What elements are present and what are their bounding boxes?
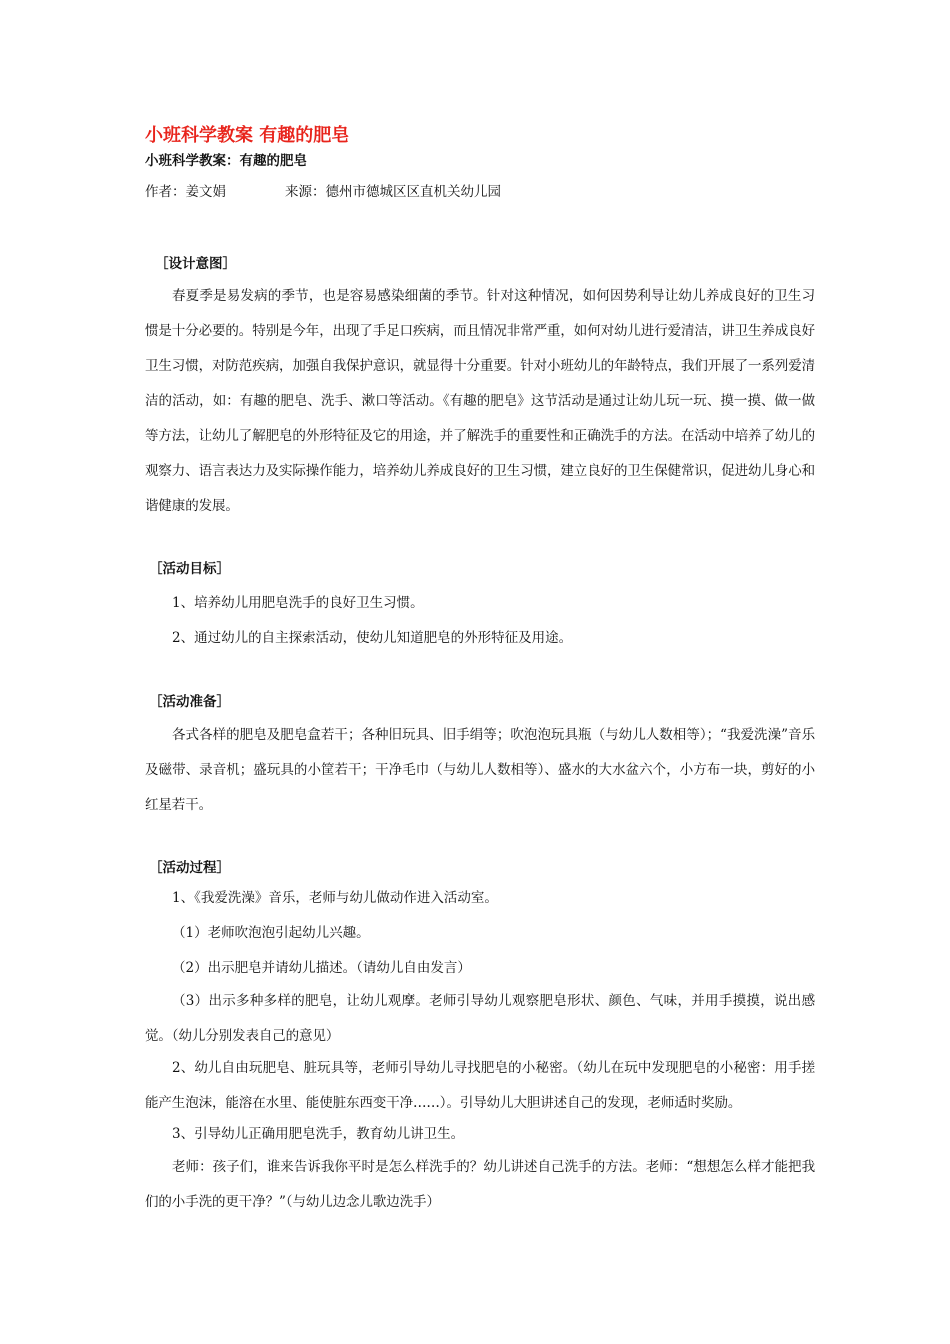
dialog-paragraph: 老师：孩子们，谁来告诉我你平时是怎么样洗手的？幼儿讲述自己洗手的方法。老师：“想想怎么样才能把我们的小手洗的更干净？”（与幼儿边念儿歌边洗手）: [145, 1159, 815, 1210]
design-heading: ［设计意图］: [155, 256, 236, 272]
process-step: 3、引导幼儿正确用肥皂洗手，教育幼儿讲卫生。: [172, 1126, 465, 1142]
prep-heading: ［活动准备］: [149, 694, 230, 710]
goal-item: 1、培养幼儿用肥皂洗手的良好卫生习惯。: [172, 595, 424, 611]
author: 作者：姜文娟: [145, 184, 226, 200]
goals-heading: ［活动目标］: [149, 561, 230, 577]
process-substep: （3）出示多种多样的肥皂，让幼儿观摩。老师引导幼儿观察肥皂形状、颜色、气味，并用手摸摸，说出感觉。（幼儿分别发表自己的意见）: [145, 993, 815, 1044]
document-subtitle: 小班科学教案：有趣的肥皂: [145, 153, 307, 169]
process-step: 2、幼儿自由玩肥皂、脏玩具等，老师引导幼儿寻找肥皂的小秘密。（幼儿在玩中发现肥皂的小秘密：用手搓能产生泡沫，能溶在水里、能使脏东西变干净……）。引导幼儿大胆讲述自己的发现，老师适时奖励。: [145, 1060, 815, 1111]
process-heading: ［活动过程］: [149, 860, 230, 876]
prep-paragraph: 各式各样的肥皂及肥皂盒若干；各种旧玩具、旧手绢等；吹泡泡玩具瓶（与幼儿人数相等）；“我爱洗澡”音乐及磁带、录音机；盛玩具的小筐若干；干净毛巾（与幼儿人数相等）、盛水的大水盆六个，小方布一块，剪好的小红星若干。: [145, 727, 815, 813]
process-substep: （1）老师吹泡泡引起幼儿兴趣。: [172, 925, 370, 941]
byline: [145, 182, 815, 202]
design-paragraph: 春夏季是易发病的季节，也是容易感染细菌的季节。针对这种情况，如何因势利导让幼儿养成良好的卫生习惯是十分必要的。特别是今年，出现了手足口疾病，而且情况非常严重，如何对幼儿进行爱清洁，讲卫生养成良好卫生习惯，对防范疾病，加强自我保护意识，就显得十分重要。针对小班幼儿的年龄特点，我们开展了一系列爱清洁的活动，如：有趣的肥皂、洗手、漱口等活动。《有趣的肥皂》这节活动是通过让幼儿玩一玩、摸一摸、做一做等方法，让幼儿了解肥皂的外形特征及它的用途，并了解洗手的重要性和正确洗手的方法。在活动中培养了幼儿的观察力、语言表达力及实际操作能力，培养幼儿养成良好的卫生习惯，建立良好的卫生保健常识，促进幼儿身心和谐健康的发展。: [145, 288, 815, 514]
process-substep: （2）出示肥皂并请幼儿描述。（请幼儿自由发言）: [172, 960, 471, 976]
goal-item: 2、通过幼儿的自主探索活动，使幼儿知道肥皂的外形特征及用途。: [172, 630, 573, 646]
process-step: 1、《我爱洗澡》音乐，老师与幼儿做动作进入活动室。: [172, 890, 498, 906]
document-title: 小班科学教案 有趣的肥皂: [145, 125, 350, 146]
source: 来源：德州市德城区区直机关幼儿园: [285, 184, 501, 200]
